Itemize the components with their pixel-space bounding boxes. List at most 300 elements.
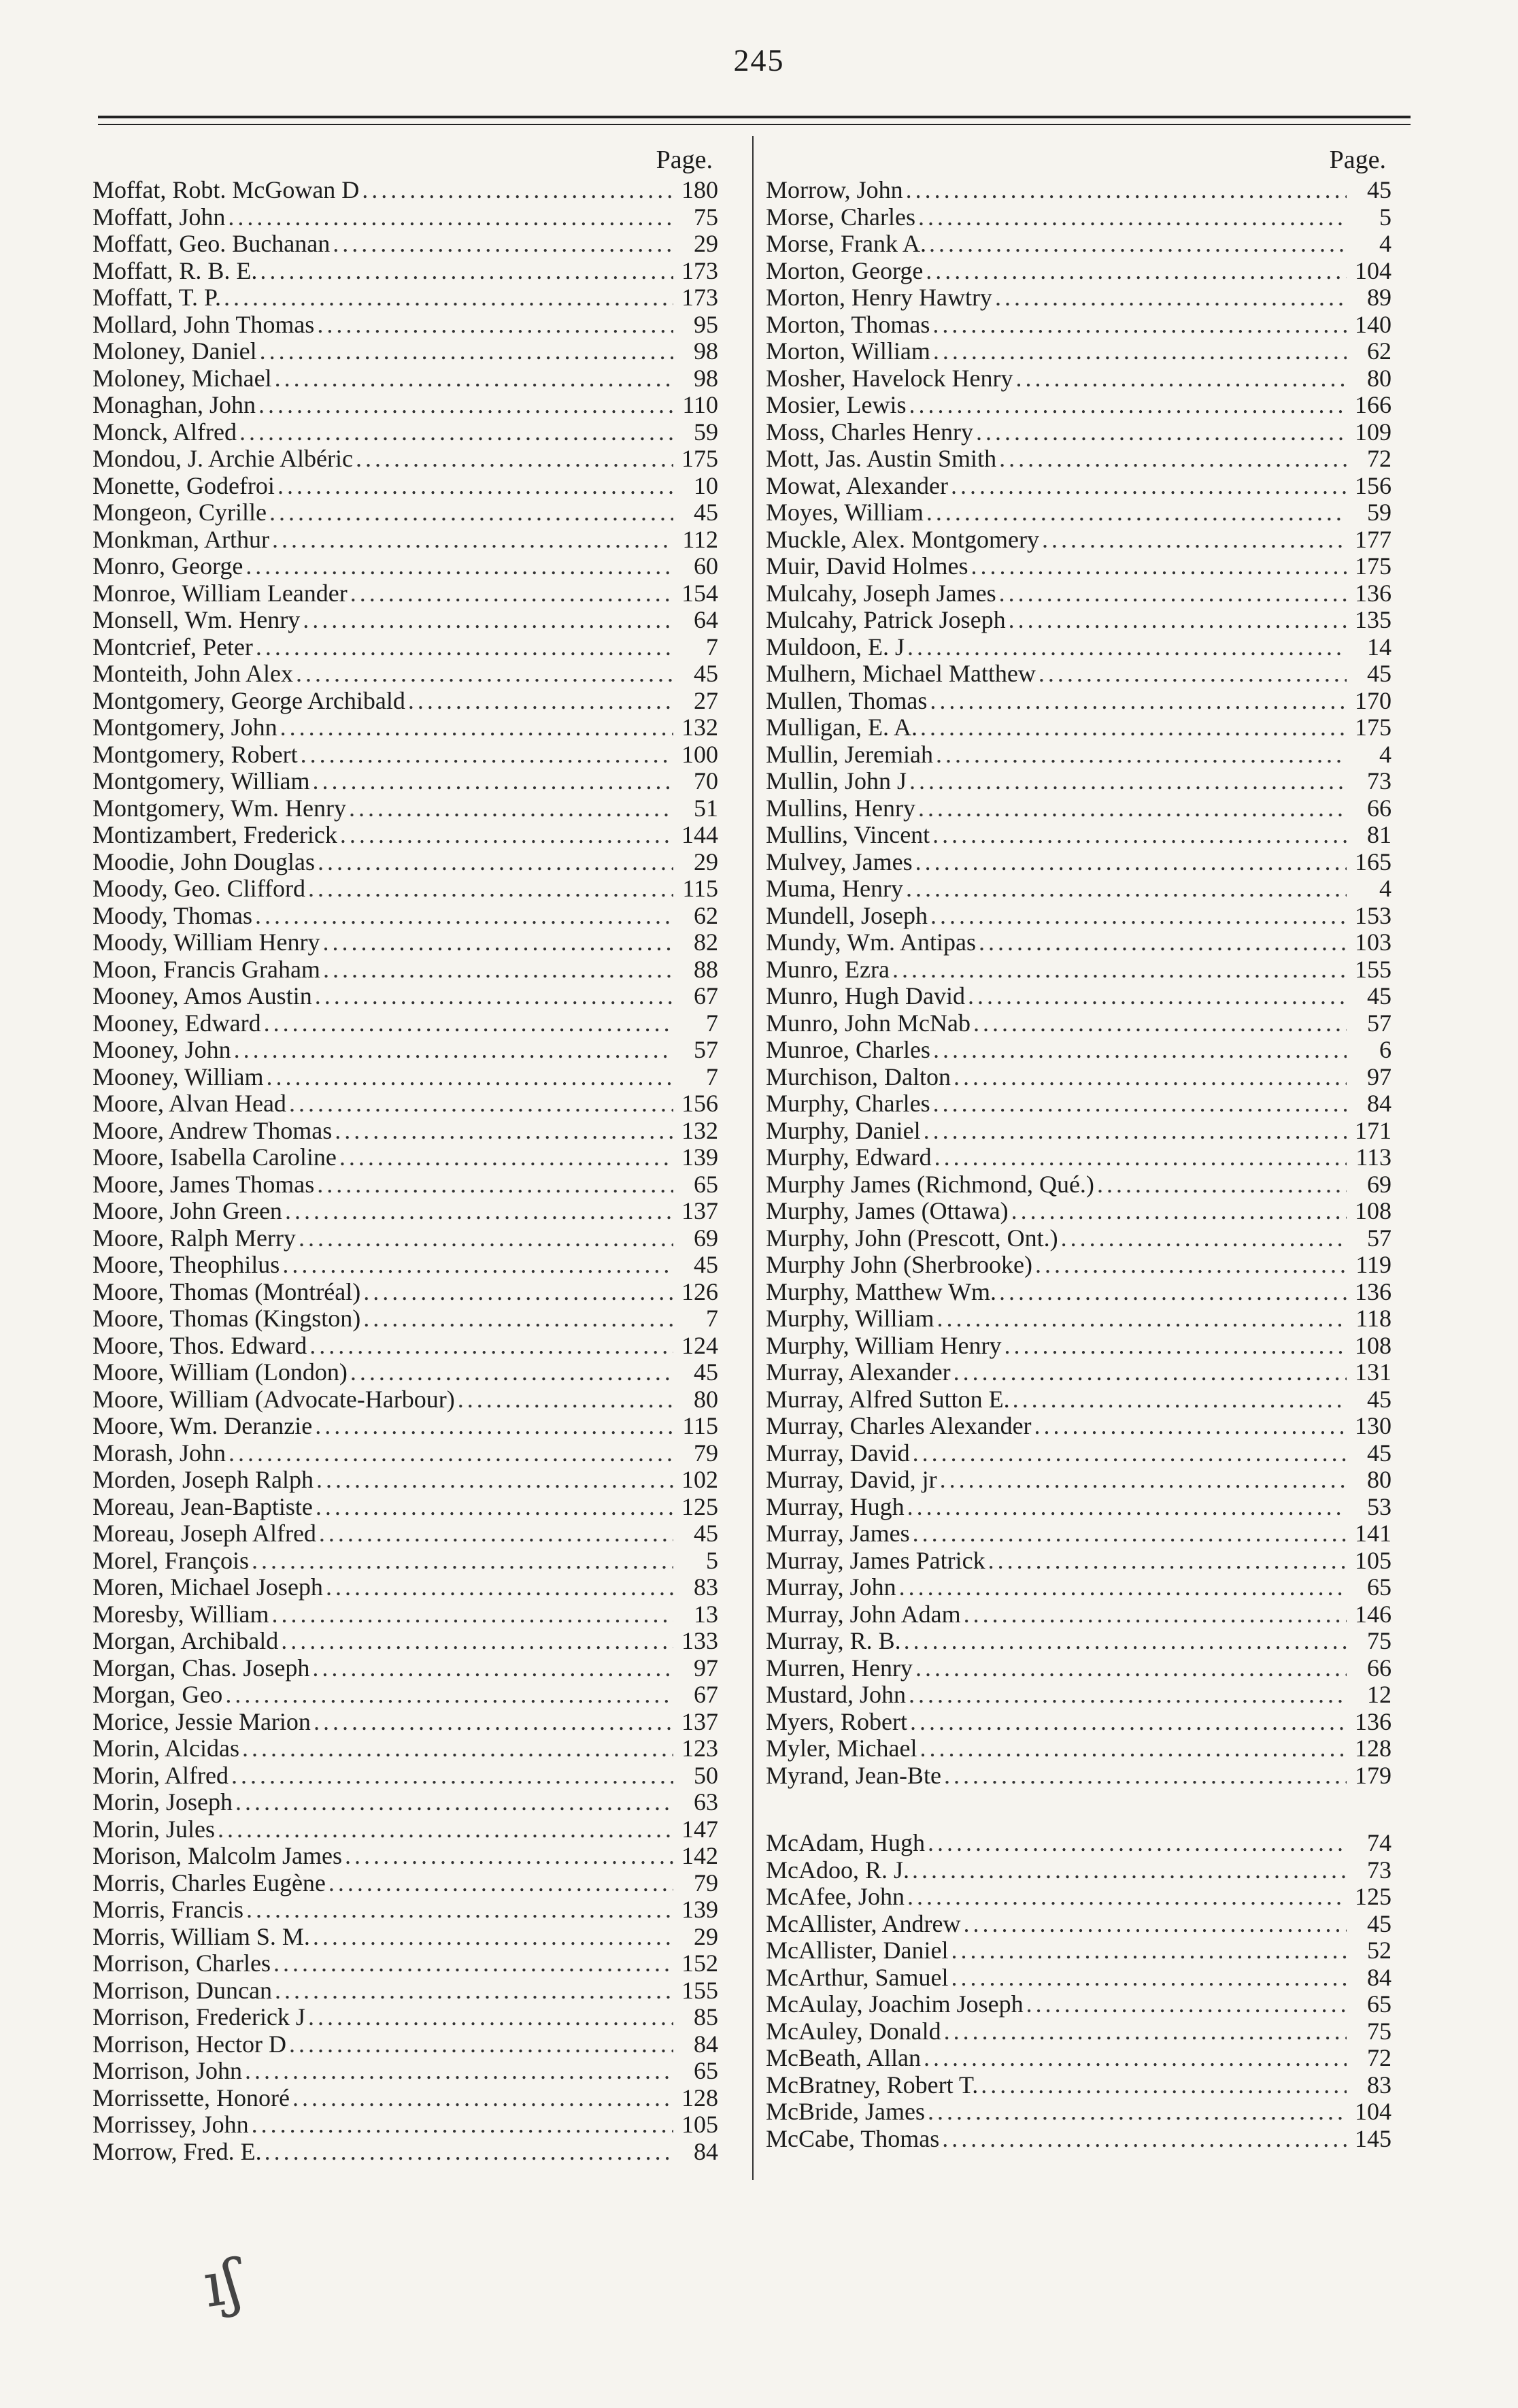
entry-name: Moore, Ralph Merry xyxy=(92,1224,296,1252)
entry-name: Monsell, Wm. Henry xyxy=(92,607,301,633)
dot-leader xyxy=(349,795,673,822)
entry-page: 75 xyxy=(1367,1628,1392,1654)
entry-page: 45 xyxy=(694,1359,718,1386)
index-list-left xyxy=(92,177,718,2165)
entry-name: McAulay, Joachim Joseph xyxy=(766,1991,1024,2018)
entry-name: Montgomery, Wm. Henry xyxy=(92,795,346,822)
entry-name: McAllister, Daniel xyxy=(766,1937,949,1964)
entry-page: 147 xyxy=(681,1816,718,1843)
dot-leader xyxy=(275,1977,673,2005)
entry-page: 180 xyxy=(681,177,718,203)
entry-name: Mondou, J. Archie Albéric xyxy=(92,446,353,472)
index-entry xyxy=(92,312,718,339)
entry-page: 83 xyxy=(694,1574,718,1601)
index-entry xyxy=(766,1574,1392,1601)
entry-name: Moore, Theophilus xyxy=(92,1252,280,1278)
entry-page: 72 xyxy=(1367,2045,1392,2071)
entry-name: Mosher, Havelock Henry xyxy=(766,365,1013,392)
dot-leader xyxy=(350,580,673,607)
entry-name: Murphy, Edward xyxy=(766,1144,932,1171)
index-entry xyxy=(92,1548,718,1575)
dot-leader xyxy=(234,1037,673,1064)
entry-name: Murphy, James (Ottawa) xyxy=(766,1198,1009,1224)
dot-leader xyxy=(224,284,673,312)
entry-name: Muckle, Alex. Montgomery xyxy=(766,526,1039,553)
dot-leader xyxy=(932,822,1347,849)
dot-leader xyxy=(964,1601,1347,1628)
entry-page: 136 xyxy=(1355,1278,1392,1305)
entry-page: 84 xyxy=(694,2030,718,2058)
entry-page: 144 xyxy=(681,822,718,848)
dot-leader xyxy=(940,1467,1347,1494)
dot-leader xyxy=(264,1010,673,1037)
entry-page: 139 xyxy=(681,1144,718,1171)
index-entry xyxy=(766,392,1392,419)
entry-page: 82 xyxy=(694,929,718,956)
entry-name: Muir, David Holmes xyxy=(766,553,968,580)
index-entry xyxy=(92,2058,718,2085)
dot-leader xyxy=(313,1924,673,1951)
index-entry xyxy=(766,688,1392,715)
entry-name: Mulligan, E. A. xyxy=(766,714,917,741)
dot-leader xyxy=(350,1359,673,1386)
page-column-header: Page. xyxy=(1329,146,1386,174)
section-gap xyxy=(766,1789,1392,1830)
index-entry xyxy=(92,607,718,634)
entry-name: Mongeon, Cyrille xyxy=(92,499,267,526)
entry-name: Morel, François xyxy=(92,1547,249,1574)
entry-name: Moresby, William xyxy=(92,1601,269,1628)
entry-page: 45 xyxy=(694,499,718,526)
dot-leader xyxy=(275,365,673,392)
entry-name: Moon, Francis Graham xyxy=(92,956,320,983)
dot-leader xyxy=(363,1305,673,1333)
index-entry xyxy=(766,284,1392,312)
entry-page: 5 xyxy=(706,1547,718,1574)
entry-name: Montgomery, Robert xyxy=(92,741,298,768)
dot-leader xyxy=(971,553,1347,580)
dot-leader xyxy=(308,2004,673,2031)
index-entry xyxy=(766,849,1392,876)
index-entry xyxy=(766,1655,1392,1682)
entry-name: Murray, Hugh xyxy=(766,1493,905,1520)
page-column-header: Page. xyxy=(656,146,713,174)
entry-name: Morrow, John xyxy=(766,177,903,203)
entry-page: 4 xyxy=(1379,875,1392,902)
index-entry xyxy=(766,1762,1392,1790)
page-number: 245 xyxy=(733,43,785,78)
dot-leader xyxy=(910,1709,1347,1736)
index-entry xyxy=(92,768,718,795)
index-entry xyxy=(92,1279,718,1306)
dot-leader xyxy=(1034,1413,1347,1440)
index-entry xyxy=(92,1950,718,1977)
entry-name: Monette, Godefroi xyxy=(92,472,275,499)
index-entry xyxy=(766,1118,1392,1145)
entry-page: 170 xyxy=(1355,687,1392,714)
dot-leader xyxy=(273,1950,673,1977)
entry-page: 155 xyxy=(681,1977,718,2004)
entry-page: 67 xyxy=(694,1682,718,1708)
dot-leader xyxy=(1005,1333,1347,1360)
entry-page: 95 xyxy=(694,311,718,338)
index-entry xyxy=(92,1735,718,1762)
entry-page: 70 xyxy=(694,768,718,795)
entry-page: 45 xyxy=(1367,1910,1392,1937)
entry-page: 128 xyxy=(681,2084,718,2111)
dot-leader xyxy=(1097,1171,1347,1199)
entry-name: Moody, Thomas xyxy=(92,902,253,929)
entry-page: 126 xyxy=(681,1278,718,1305)
entry-page: 74 xyxy=(1367,1830,1392,1856)
dot-leader xyxy=(229,1440,673,1467)
entry-name: Mundy, Wm. Antipas xyxy=(766,929,977,956)
entry-name: McBride, James xyxy=(766,2098,925,2125)
entry-name: Monro, George xyxy=(92,553,243,580)
index-entry xyxy=(92,1870,718,1897)
index-entry xyxy=(92,1090,718,1118)
dot-leader xyxy=(260,338,673,365)
entry-name: Murray, David, jr xyxy=(766,1467,937,1493)
index-entry xyxy=(766,1010,1392,1037)
entry-name: Morin, Jules xyxy=(92,1816,215,1843)
dot-leader xyxy=(408,688,673,715)
entry-name: Morton, William xyxy=(766,338,930,365)
entry-name: Montgomery, John xyxy=(92,714,277,741)
dot-leader xyxy=(239,419,673,446)
index-entry xyxy=(92,1225,718,1252)
entry-page: 130 xyxy=(1355,1413,1392,1439)
entry-name: Moffatt, Geo. Buchanan xyxy=(92,231,331,257)
entry-page: 177 xyxy=(1355,526,1392,553)
dot-leader xyxy=(245,2058,673,2085)
entry-name: Murray, Alexander xyxy=(766,1359,951,1386)
entry-name: Mullen, Thomas xyxy=(766,687,928,714)
index-entry xyxy=(766,956,1392,984)
entry-page: 80 xyxy=(1367,365,1392,392)
entry-page: 57 xyxy=(694,1037,718,1063)
entry-name: Morrissette, Honoré xyxy=(92,2084,290,2111)
dot-leader xyxy=(999,580,1347,607)
index-entry xyxy=(766,2126,1392,2153)
dot-leader xyxy=(915,849,1347,876)
entry-name: Moore, John Green xyxy=(92,1198,282,1224)
entry-page: 146 xyxy=(1355,1601,1392,1628)
dot-leader xyxy=(242,1735,673,1762)
entry-name: Murren, Henry xyxy=(766,1654,913,1682)
entry-page: 154 xyxy=(681,580,718,607)
dot-leader xyxy=(333,231,673,258)
index-entry xyxy=(92,956,718,984)
index-entry xyxy=(766,580,1392,607)
dot-leader xyxy=(912,1857,1347,1884)
entry-name: McAdam, Hugh xyxy=(766,1830,925,1856)
dot-leader xyxy=(913,1440,1347,1467)
dot-leader xyxy=(299,1225,673,1252)
entry-page: 84 xyxy=(694,2138,718,2165)
right-column xyxy=(766,143,1392,2152)
index-entry xyxy=(92,258,718,285)
entry-name: Monck, Alfred xyxy=(92,418,237,446)
dot-leader xyxy=(316,1467,673,1494)
index-entry xyxy=(92,1198,718,1225)
index-entry xyxy=(92,553,718,580)
dot-leader xyxy=(1061,1225,1347,1252)
entry-name: Murphy, Daniel xyxy=(766,1117,921,1144)
dot-leader xyxy=(225,1682,673,1709)
entry-page: 79 xyxy=(694,1869,718,1896)
index-entry xyxy=(92,1682,718,1709)
entry-page: 97 xyxy=(694,1654,718,1682)
entry-name: Muma, Henry xyxy=(766,875,903,902)
dot-leader xyxy=(256,634,673,661)
dot-leader xyxy=(979,929,1347,956)
index-entry xyxy=(766,2098,1392,2126)
index-entry xyxy=(92,1762,718,1790)
dot-leader xyxy=(913,1520,1347,1548)
index-entry xyxy=(766,231,1392,258)
entry-name: Moss, Charles Henry xyxy=(766,418,973,446)
entry-page: 135 xyxy=(1355,607,1392,633)
index-entry xyxy=(766,1857,1392,1884)
index-entry xyxy=(766,1628,1392,1655)
entry-page: 88 xyxy=(694,956,718,983)
index-entry xyxy=(92,1064,718,1091)
dot-leader xyxy=(918,204,1347,231)
index-entry xyxy=(766,1601,1392,1628)
entry-name: Mundell, Joseph xyxy=(766,902,928,929)
entry-name: Morgan, Chas. Joseph xyxy=(92,1654,310,1682)
index-entry xyxy=(766,526,1392,554)
index-entry xyxy=(92,526,718,554)
entry-name: Monteith, John Alex xyxy=(92,660,293,687)
entry-name: Morin, Alfred xyxy=(92,1762,229,1789)
entry-page: 137 xyxy=(681,1708,718,1735)
dot-leader xyxy=(933,1037,1347,1064)
entry-name: Morin, Alcidas xyxy=(92,1735,239,1762)
dot-leader xyxy=(944,2018,1347,2045)
entry-name: Moreau, Jean-Baptiste xyxy=(92,1493,313,1520)
dot-leader xyxy=(339,1144,673,1171)
dot-leader xyxy=(246,1896,673,1924)
entry-name: McCabe, Thomas xyxy=(766,2125,940,2152)
entry-page: 175 xyxy=(1355,553,1392,580)
dot-leader xyxy=(340,822,673,849)
index-entry xyxy=(766,1333,1392,1360)
dot-leader xyxy=(1035,1252,1347,1279)
entry-name: Morison, Malcolm James xyxy=(92,1843,342,1869)
entry-page: 4 xyxy=(1379,741,1392,768)
entry-name: Moloney, Michael xyxy=(92,365,272,392)
index-entry xyxy=(92,634,718,661)
index-entry xyxy=(766,446,1392,473)
entry-page: 136 xyxy=(1355,1708,1392,1735)
index-entry xyxy=(92,1171,718,1199)
index-entry xyxy=(766,1252,1392,1279)
dot-leader xyxy=(926,499,1347,526)
entry-page: 103 xyxy=(1355,929,1392,956)
entry-page: 165 xyxy=(1355,848,1392,875)
entry-name: Murphy, William Henry xyxy=(766,1332,1002,1359)
index-entry xyxy=(92,1118,718,1145)
entry-name: Moore, Andrew Thomas xyxy=(92,1117,333,1144)
index-entry xyxy=(92,2139,718,2166)
dot-leader xyxy=(1011,1198,1347,1225)
dot-leader xyxy=(267,1064,673,1091)
entry-name: McAfee, John xyxy=(766,1884,905,1910)
entry-name: Mullin, Jeremiah xyxy=(766,741,933,768)
dot-leader xyxy=(277,473,673,500)
dot-leader xyxy=(252,2111,673,2139)
dot-leader xyxy=(937,1305,1347,1333)
entry-name: Moffatt, R. B. E. xyxy=(92,257,258,284)
index-entry xyxy=(92,338,718,365)
index-entry xyxy=(92,1037,718,1064)
entry-page: 100 xyxy=(681,741,718,768)
entry-name: McBratney, Robert T. xyxy=(766,2071,979,2098)
index-list-right-mc xyxy=(766,1830,1392,2152)
entry-page: 133 xyxy=(681,1628,718,1654)
entry-page: 64 xyxy=(694,607,718,633)
dot-leader xyxy=(904,1628,1347,1655)
entry-page: 102 xyxy=(681,1467,718,1493)
entry-name: Moore, William (London) xyxy=(92,1359,348,1386)
index-entry xyxy=(766,2045,1392,2072)
index-entry xyxy=(766,607,1392,634)
entry-page: 29 xyxy=(694,1923,718,1950)
entry-page: 132 xyxy=(681,1117,718,1144)
entry-page: 6 xyxy=(1379,1037,1392,1063)
entry-name: Murray, John xyxy=(766,1574,896,1601)
dot-leader xyxy=(930,903,1347,930)
index-entry xyxy=(766,365,1392,392)
entry-name: Mott, Jas. Austin Smith xyxy=(766,446,997,472)
entry-page: 98 xyxy=(694,365,718,392)
dot-leader xyxy=(1009,607,1347,634)
dot-leader xyxy=(326,1574,673,1601)
dot-leader xyxy=(308,875,673,903)
entry-page: 173 xyxy=(681,284,718,311)
entry-name: Moffat, Robt. McGowan D xyxy=(92,177,360,203)
entry-page: 75 xyxy=(694,203,718,231)
entry-name: Moloney, Daniel xyxy=(92,338,257,365)
dot-leader xyxy=(920,1735,1347,1762)
entry-name: Munroe, Charles xyxy=(766,1037,930,1063)
dot-leader xyxy=(951,473,1347,500)
entry-page: 29 xyxy=(694,231,718,257)
entry-page: 80 xyxy=(694,1386,718,1413)
index-entry xyxy=(92,1628,718,1655)
index-entry xyxy=(92,929,718,956)
entry-name: Mosier, Lewis xyxy=(766,392,907,418)
dot-leader xyxy=(942,2126,1347,2153)
index-entry xyxy=(92,1144,718,1171)
index-entry xyxy=(766,2018,1392,2045)
dot-leader xyxy=(285,1198,673,1225)
entry-name: Munro, Ezra xyxy=(766,956,890,983)
index-entry xyxy=(766,1090,1392,1118)
dot-leader xyxy=(328,1870,673,1897)
entry-name: Montizambert, Frederick xyxy=(92,822,337,848)
index-entry xyxy=(92,688,718,715)
entry-page: 141 xyxy=(1355,1520,1392,1547)
entry-page: 73 xyxy=(1367,768,1392,795)
index-entry xyxy=(92,822,718,849)
dot-leader xyxy=(280,714,673,741)
entry-page: 104 xyxy=(1355,257,1392,284)
dot-leader xyxy=(988,1548,1347,1575)
entry-name: Monroe, William Leander xyxy=(92,580,348,607)
entry-name: Montgomery, George Archibald xyxy=(92,687,405,714)
entry-name: Morrison, Duncan xyxy=(92,1977,272,2004)
entry-page: 29 xyxy=(694,848,718,875)
entry-page: 104 xyxy=(1355,2098,1392,2125)
index-list-right-m xyxy=(766,177,1392,1789)
index-entry xyxy=(92,660,718,688)
entry-name: Morgan, Geo xyxy=(92,1682,223,1708)
entry-name: Mulvey, James xyxy=(766,848,913,875)
index-entry xyxy=(92,392,718,419)
entry-name: McAdoo, R. J. xyxy=(766,1856,910,1884)
entry-name: McArthur, Samuel xyxy=(766,1964,949,1991)
entry-page: 59 xyxy=(1367,499,1392,526)
dot-leader xyxy=(995,284,1347,312)
index-entry xyxy=(766,1964,1392,1992)
index-entry xyxy=(766,1520,1392,1548)
dot-leader xyxy=(315,983,673,1010)
entry-name: Moore, Isabella Caroline xyxy=(92,1144,337,1171)
entry-name: Morse, Charles xyxy=(766,203,915,231)
dot-leader xyxy=(906,875,1347,903)
entry-name: Moody, Geo. Clifford xyxy=(92,875,305,902)
index-entry xyxy=(92,446,718,473)
dot-leader xyxy=(981,2072,1347,2099)
dot-leader xyxy=(296,660,673,688)
index-entry xyxy=(766,1884,1392,1911)
dot-leader xyxy=(303,607,673,634)
entry-page: 175 xyxy=(1355,714,1392,741)
entry-name: Montcrief, Peter xyxy=(92,633,253,660)
index-entry xyxy=(766,1709,1392,1736)
entry-page: 65 xyxy=(694,2058,718,2084)
dot-leader xyxy=(362,177,673,204)
entry-name: Murphy James (Richmond, Qué.) xyxy=(766,1171,1094,1198)
entry-page: 14 xyxy=(1367,633,1392,660)
dot-leader xyxy=(218,1816,673,1843)
entry-page: 45 xyxy=(694,1520,718,1547)
entry-name: Morrison, John xyxy=(92,2058,243,2084)
index-entry xyxy=(766,1735,1392,1762)
dot-leader xyxy=(933,1090,1347,1118)
entry-page: 137 xyxy=(681,1198,718,1224)
entry-page: 7 xyxy=(706,1305,718,1332)
dot-leader xyxy=(907,1884,1347,1911)
entry-page: 85 xyxy=(694,2004,718,2030)
entry-name: McAllister, Andrew xyxy=(766,1910,961,1937)
entry-page: 60 xyxy=(694,553,718,580)
entry-page: 45 xyxy=(1367,1386,1392,1413)
entry-page: 45 xyxy=(1367,1439,1392,1467)
dot-leader xyxy=(1026,1991,1347,2018)
entry-name: Morden, Joseph Ralph xyxy=(92,1467,314,1493)
entry-name: Myrand, Jean-Bte xyxy=(766,1762,941,1789)
dot-leader xyxy=(319,1520,673,1548)
entry-name: Mustard, John xyxy=(766,1682,906,1708)
entry-page: 79 xyxy=(694,1439,718,1467)
dot-leader xyxy=(1042,526,1347,554)
entry-page: 45 xyxy=(1367,983,1392,1009)
dot-leader xyxy=(934,1144,1347,1171)
